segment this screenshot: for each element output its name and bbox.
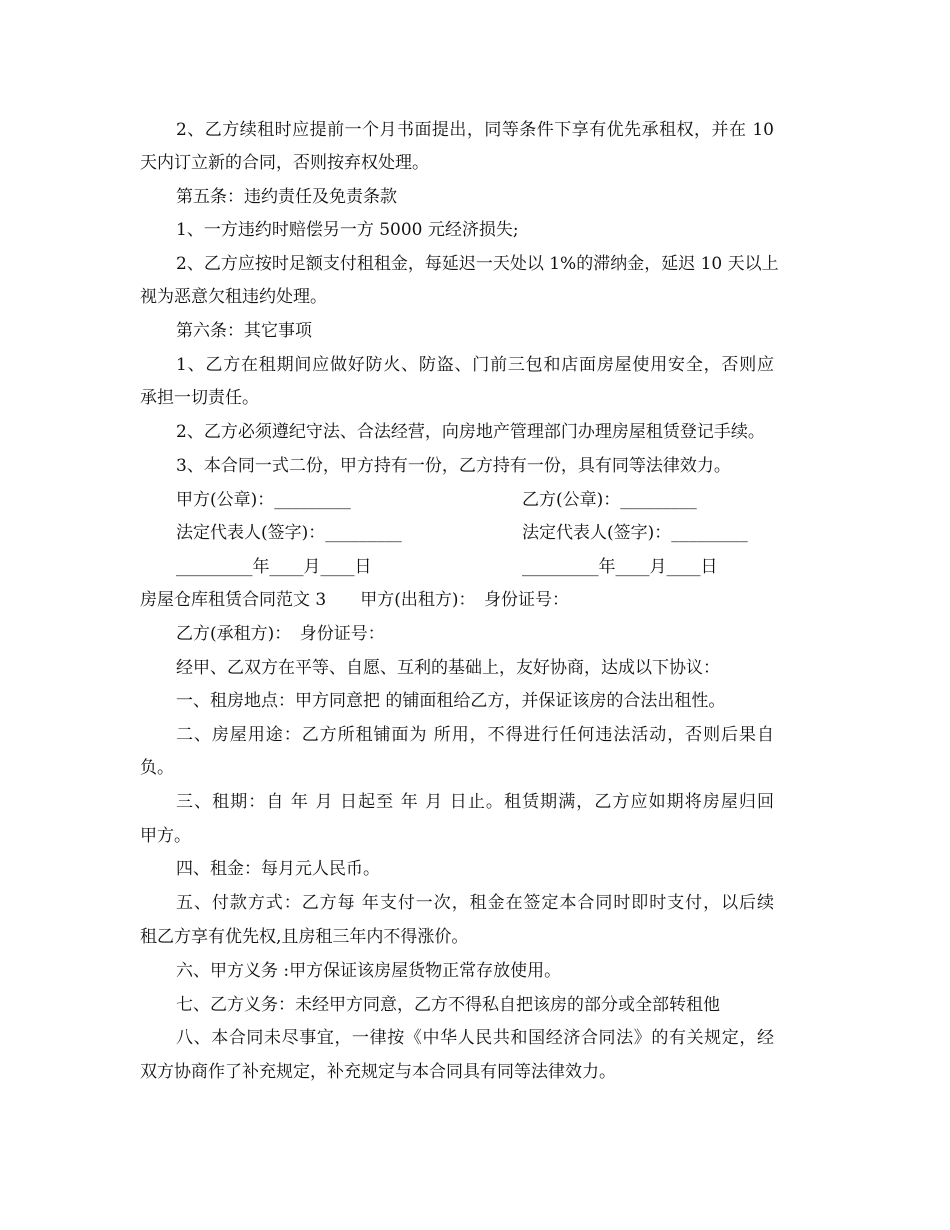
clause-5-2-line-1: 2、乙方应按时足额支付租租金，每延迟一天处以 1%的滞纳金，延迟 10 天以上: [176, 254, 779, 274]
item-8-misc-line-2: 双方协商作了补充规定，补充规定与本合同具有同等法律效力。: [140, 1062, 616, 1082]
clause-5-2-line-2: 视为恶意欠租违约处理。: [140, 287, 327, 307]
article-5-heading: 第五条：违约责任及免责条款: [176, 187, 397, 207]
agreement-intro: 经甲、乙双方在平等、自愿、互利的基础上，友好协商，达成以下协议：: [176, 658, 720, 678]
article-6-heading: 第六条：其它事项: [176, 321, 312, 341]
contract-3-title: 房屋仓库租赁合同范文 3 甲方(出租方)： 身份证号：: [140, 590, 569, 610]
party-a-representative: 法定代表人(签字)：_________: [176, 523, 402, 543]
party-b-representative: 法定代表人(签字)：_________: [522, 523, 748, 543]
item-1-location: 一、租房地点：甲方同意把 的铺面租给乙方，并保证该房的合法出租性。: [176, 691, 726, 711]
party-a-date: _________年____月____日: [176, 557, 372, 577]
party-a-seal: 甲方(公章)：_________: [176, 490, 351, 510]
party-b-seal: 乙方(公章)：_________: [522, 490, 697, 510]
clause-4-2-line-2: 天内订立新的合同，否则按弃权处理。: [140, 153, 429, 173]
item-7-party-b-duty: 七、乙方义务：未经甲方同意，乙方不得私自把该房的部分或全部转租他: [176, 995, 720, 1015]
item-4-rent: 四、租金：每月元人民币。: [176, 859, 380, 879]
item-8-misc-line-1: 八、本合同未尽事宜，一律按《中华人民共和国经济合同法》的有关规定，经: [176, 1028, 774, 1048]
item-3-term-line-1: 三、租期：自 年 月 日起至 年 月 日止。租赁期满，乙方应如期将房屋归回: [176, 792, 774, 812]
party-b-date: _________年____月____日: [522, 557, 718, 577]
clause-6-3: 3、本合同一式二份，甲方持有一份，乙方持有一份，具有同等法律效力。: [176, 456, 731, 476]
clause-4-2-line-1: 2、乙方续租时应提前一个月书面提出，同等条件下享有优先承租权，并在 10: [176, 120, 774, 140]
item-6-party-a-duty: 六、甲方义务 :甲方保证该房屋货物正常存放使用。: [176, 961, 562, 981]
clause-6-1-line-2: 承担一切责任。: [140, 388, 259, 408]
item-2-use-line-1: 二、房屋用途：乙方所租铺面为 所用，不得进行任何违法活动，否则后果自: [176, 725, 774, 745]
item-5-payment-line-2: 租乙方享有优先权,且房租三年内不得涨价。: [140, 927, 469, 947]
item-2-use-line-2: 负。: [140, 758, 174, 778]
party-b-line: 乙方(承租方)： 身份证号：: [176, 624, 385, 644]
clause-5-1: 1、一方违约时赔偿另一方 5000 元经济损失;: [176, 220, 519, 240]
item-3-term-line-2: 甲方。: [140, 826, 191, 846]
item-5-payment-line-1: 五、付款方式：乙方每 年支付一次，租金在签定本合同时即时支付，以后续: [176, 893, 774, 913]
clause-6-1-line-1: 1、乙方在租期间应做好防火、防盗、门前三包和店面房屋使用安全，否则应: [176, 355, 774, 375]
clause-6-2: 2、乙方必须遵纪守法、合法经营，向房地产管理部门办理房屋租赁登记手续。: [176, 422, 765, 442]
